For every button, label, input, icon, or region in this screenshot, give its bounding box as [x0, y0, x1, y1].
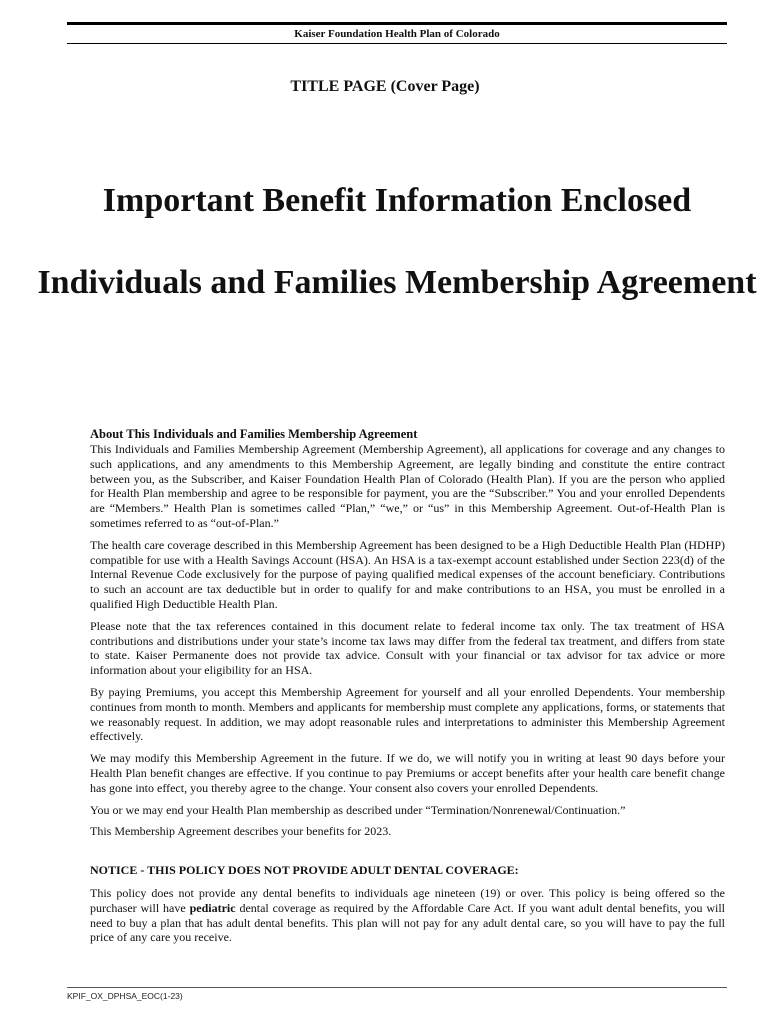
notice-paragraph — [90, 886, 725, 945]
page-header: Kaiser Foundation Health Plan of Colorado — [294, 28, 500, 40]
notice-heading: NOTICE - THIS POLICY DOES NOT PROVIDE ADULT DENTAL COVERAGE: — [90, 863, 519, 878]
notice-text-before: This policy does not provide any dental benefits to individuals age nineteen (19) or over. This policy is being offered so the purchaser will have — [90, 885, 725, 915]
notice-bold-word: pediatric — [189, 900, 236, 915]
premiums-paragraph: By paying Premiums, you accept this Membership Agreement for yourself and all your enrolled Dependents. Your membership continues from month to month. Members and applicants for membership must complete any applications, forms, or statements that we reasonably request. In addition, we may adopt reasonable rules and interpretations to administer this Membership Agreement effectively. — [90, 684, 725, 744]
tax-paragraph: Please note that the tax references contained in this document relate to federal income tax only. The tax treatment of HSA contributions and distributions under your state’s income tax laws may differ from the federal tax treatment, and differs from state to state. Kaiser Permanente does not provide tax advice. Consult with your financial or tax advisor for tax advice or more information about your eligibility for an HSA. — [90, 618, 725, 678]
notice-text-after: dental coverage as required by the Affordable Care Act. If you want adult dental benefits, you will need to buy a plan that has adult dental benefits. This plan will not pay for any adult dental care, so you will have to pay the full price of any care you receive. — [90, 900, 725, 945]
document-body — [90, 427, 725, 952]
about-heading: About This Individuals and Families Membership Agreement — [90, 427, 418, 441]
year-paragraph: This Membership Agreement describes your benefits for 2023. — [90, 824, 392, 839]
footer-code: KPIF_OX_DPHSA_EOC(1-23) — [67, 991, 183, 1001]
footer-rule — [67, 987, 727, 988]
hsa-paragraph: The health care coverage described in this Membership Agreement has been designed to be a High Deductible Health Plan (HDHP) compatible for use with a Health Savings Account (HSA). An HSA is a tax-exempt account established under Section 223(d) of the Internal Revenue Code exclusively for the purpose of paying qualified medical expenses of the account beneficiary. Contributions to such an account are tax deductible but in order to qualify for and make contributions to an HSA, you must be enrolled in a qualified High Deductible Health Plan. — [90, 537, 725, 611]
document-title: Important Benefit Information Enclosed — [102, 182, 692, 219]
about-paragraph: This Individuals and Families Membership Agreement (Membership Agreement), all applications for coverage and any changes to such applications, and any amendments to this Membership Agreement, are legally binding and constitute the entire contract between you, as the Subscriber, and Kaiser Foundation Health Plan of Colorado (Health Plan). If you are the person who applied for Health Plan membership and agree to be responsible for payment, you are the “Subscriber.” You and your enrolled Dependents are “Members.” Health Plan is sometimes called “Plan,” “we,” or “us” in this Membership Agreement. Out-of-Health Plan is sometimes referred to as “out-of-Plan.” — [90, 442, 725, 530]
top-rule — [67, 22, 727, 25]
modify-paragraph: We may modify this Membership Agreement in the future. If we do, we will notify you in writing at least 90 days before your Health Plan benefit changes are effective. If you continue to pay Premiums or accept benefits after your health care benefit change has gone into effect, you thereby agree to the change. Your consent also covers your enrolled Dependents. — [90, 751, 725, 795]
header-rule — [67, 43, 727, 44]
cover-page-label: TITLE PAGE (Cover Page) — [290, 78, 480, 95]
document-subtitle: Individuals and Families Membership Agreement — [37, 264, 757, 301]
termination-paragraph: You or we may end your Health Plan membership as described under “Termination/Nonrenewal/Continuation.” — [90, 802, 626, 817]
